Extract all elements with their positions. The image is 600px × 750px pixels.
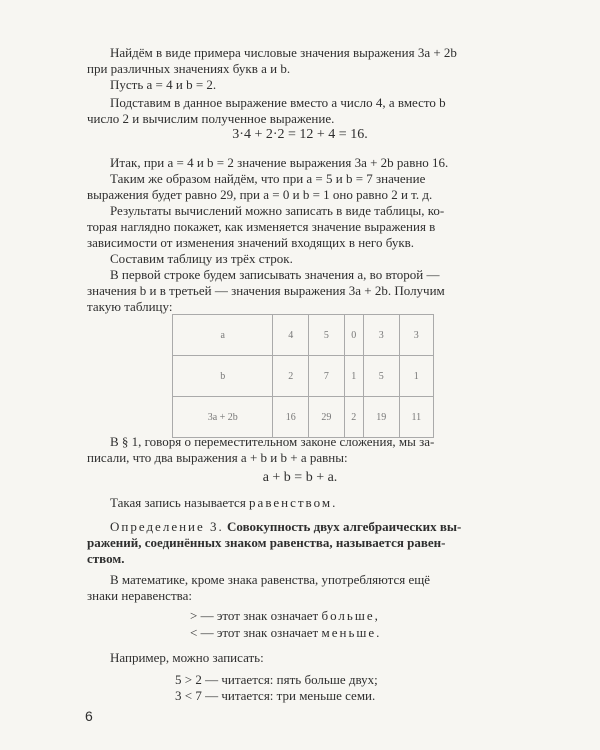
table-cell: 1 (344, 356, 363, 397)
middle-line: выражения будет равно 29, при a = 0 и b = 1 оно равно 2 и т. д. (87, 187, 433, 202)
middle-line: Итак, при a = 4 и b = 2 значение выражения 3a + 2b равно 16. (110, 155, 449, 170)
table-cell: 3a + 2b (173, 397, 273, 438)
middle-line: Составим таблицу из трёх строк. (110, 251, 293, 266)
example-line: 5 > 2 — читается: пять больше двух; (175, 672, 378, 687)
middle-line: В первой строке будем записывать значения a, во второй — (110, 267, 440, 282)
intro-line: Пусть a = 4 и b = 2. (110, 77, 217, 92)
formula-calculation: 3·4 + 2·2 = 12 + 4 = 16. (232, 127, 368, 142)
intro-line: число 2 и вычислим полученное выражение. (87, 111, 335, 126)
sign-greater (190, 608, 530, 624)
table-cell: 16 (273, 397, 309, 438)
table-cell: a (173, 315, 273, 356)
table-cell: 2 (273, 356, 309, 397)
table-cell: 11 (399, 397, 433, 438)
middle-line: такую таблицу: (87, 299, 173, 314)
page-number: 6 (85, 708, 93, 724)
sign-meaning: больше, (321, 608, 380, 623)
sign-less (190, 625, 530, 641)
equality-term: равенством. (249, 495, 338, 510)
middle-line: зависимости от изменения значений входящих в него букв. (87, 235, 415, 250)
table-cell: 3 (364, 315, 400, 356)
commutative-line: В § 1, говоря о переместительном законе сложения, мы за- (110, 434, 435, 449)
table-row-b (173, 356, 434, 397)
definition-text: Совокупность двух алгебраических вы- (223, 519, 462, 534)
table-cell: 7 (309, 356, 345, 397)
greater-symbol: > (190, 608, 198, 623)
table-cell: 1 (399, 356, 433, 397)
commutative-line: писали, что два выражения a + b и b + a равны: (87, 450, 348, 465)
sign-description: — этот знак означает (197, 625, 322, 640)
middle-line: Результаты вычислений можно записать в виде таблицы, ко- (110, 203, 445, 218)
table-cell: 5 (364, 356, 400, 397)
equality-prefix: Такая запись называется (110, 495, 250, 510)
table-cell: 5 (309, 315, 345, 356)
table-cell: 19 (364, 397, 400, 438)
middle-line: торая наглядно покажет, как изменяется значение выражения в (87, 219, 436, 234)
formula-commutative: a + b = b + a. (262, 470, 338, 485)
definition-line: ством. (87, 551, 125, 566)
table-cell: 2 (344, 397, 363, 438)
table-row-a (173, 315, 434, 356)
table-cell: b (173, 356, 273, 397)
inequality-intro-line: В математике, кроме знака равенства, употребляются ещё (110, 572, 431, 587)
less-symbol: < (190, 625, 198, 640)
table-cell: 4 (273, 315, 309, 356)
table-row-expression (173, 397, 434, 438)
middle-line: значения b и в третьей — значения выражения 3a + 2b. Получим (87, 283, 445, 298)
sign-meaning: меньше. (321, 625, 382, 640)
sign-description: — этот знак означает (197, 608, 322, 623)
definition-line: ражений, соединённых знаком равенства, называется равен- (87, 535, 446, 550)
intro-line: при различных значениях букв a и b. (87, 61, 291, 76)
definition-label: Определение 3. (110, 519, 224, 534)
intro-line: Подставим в данное выражение вместо a число 4, а вместо b (110, 95, 446, 110)
definition-line (110, 519, 527, 535)
values-table (172, 314, 434, 438)
example-intro: Например, можно записать: (110, 650, 264, 665)
intro-line: Найдём в виде примера числовые значения выражения 3a + 2b (110, 45, 457, 60)
equality-sentence (110, 495, 527, 511)
middle-line: Таким же образом найдём, что при a = 5 и b = 7 значение (110, 171, 426, 186)
table-cell: 29 (309, 397, 345, 438)
table-cell: 0 (344, 315, 363, 356)
example-line: 3 < 7 — читается: три меньше семи. (175, 688, 376, 703)
table-cell: 3 (399, 315, 433, 356)
inequality-intro-line: знаки неравенства: (87, 588, 192, 603)
